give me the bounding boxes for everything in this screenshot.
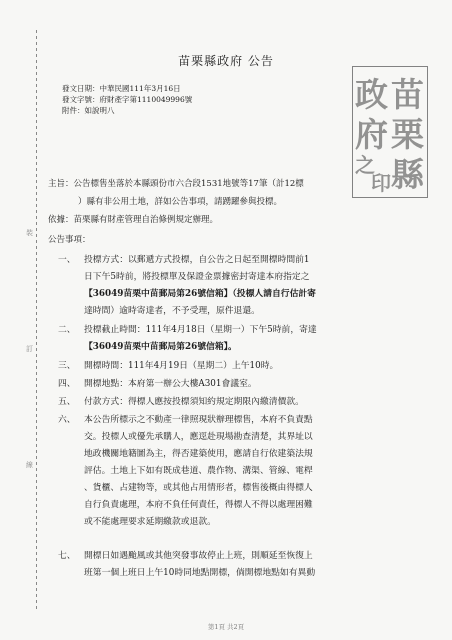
document-number: 發文字號：府財產字第1110049996號 [62, 95, 193, 104]
basis-text: 苗栗縣有財產管理自治條例規定辦理。 [73, 215, 219, 225]
item-line: 交。投標人或優先承購人，應逕赴現場勘查清楚，其界址以 [84, 432, 313, 442]
binding-mark: 裝 [26, 229, 33, 237]
binding-line [36, 30, 37, 610]
seal-char: 之 [355, 153, 375, 177]
subject-continuation: ）縣有非公用土地，詳如公告事項，請踴躍參與投標。 [78, 197, 283, 207]
binding-mark: 訂 [26, 345, 33, 353]
seal-char: 印 [371, 171, 391, 195]
item-number: 六、 [58, 415, 76, 425]
subject-row [48, 176, 438, 193]
item-line: 開標日如遇颱風或其他突發事故停止上班，則順延至恢復上 [84, 551, 313, 561]
page-footer: 第1頁 共2頁 [207, 623, 245, 631]
basis-row [48, 212, 438, 229]
seal-char: 政 [355, 75, 388, 114]
item-number: 七、 [58, 551, 76, 561]
subject-line: 公告標售坐落於本縣頭份市六合段1531地號等17筆（計12標 [73, 179, 304, 189]
basis-label: 依據： [48, 215, 74, 225]
items-heading: 公告事項： [48, 235, 91, 245]
seal-char: 苗 [391, 75, 424, 114]
item-line: 投標截止時間：111年4月18日（星期一）下午5時前，寄達 [84, 325, 317, 335]
item-line: 開標地點：本府第一辦公大樓A301會議室。 [84, 379, 257, 389]
item-line: 【36049苗栗中苗郵局第26號信箱】（投標人請自行估計寄 [84, 289, 316, 299]
issue-date: 發文日期：中華民國111年3月16日 [62, 84, 181, 93]
item-line: 投標方式：以郵遞方式投標，自公告之日起至開標時間前1 [84, 255, 310, 265]
item-line: 開標時間：111年4月19日（星期二）上午10時。 [84, 361, 279, 371]
item-line: 班第一個上班日上午10時同地點開標，倘開標地點如有異動 [84, 568, 316, 578]
item-line: 、貨櫃、占建物等，或其他占用情形者，標售後概由得標人 [84, 483, 313, 493]
item-line: 本公告所標示之不動產一律照現狀辦理標售，本府不負責點 [84, 415, 313, 425]
item-line: 地政機關地籍圖為主，得否建築使用，應請自行依建築法規 [84, 449, 313, 459]
item-line: 評估。土地上下如有既成巷道、農作物、溝渠、管線、電桿 [84, 466, 313, 476]
attachment-note: 附件：如說明八 [62, 106, 115, 115]
seal-char: 栗 [391, 115, 424, 154]
seal-char: 縣 [391, 155, 424, 194]
seal-char: 府 [355, 115, 388, 154]
document-title: 苗栗縣政府 公告 [178, 54, 274, 68]
subject-label: 主旨： [48, 179, 74, 189]
item-line: 日下午5時前，將投標單及保證金票據密封寄達本府指定之 [84, 272, 310, 282]
item-number: 五、 [58, 397, 76, 407]
binding-mark: 線 [26, 461, 33, 469]
item-number: 一、 [58, 255, 76, 265]
item-line: 自行負責處理，本府不負任何責任，得標人不得以處理困難 [84, 500, 313, 510]
item-line: 達時間）逾時寄達者，不予受理，原件退還。 [84, 306, 260, 316]
item-number: 四、 [58, 379, 76, 389]
item-number: 三、 [58, 361, 76, 371]
item-line: 或不能處理要求延期繳款或退款。 [84, 517, 216, 527]
item-line: 【36049苗栗中苗郵局第26號信箱】。 [84, 342, 237, 352]
item-number: 二、 [58, 325, 76, 335]
item-line: 付款方式：得標人應按投標須知約規定期限內繳清價款。 [84, 397, 304, 407]
